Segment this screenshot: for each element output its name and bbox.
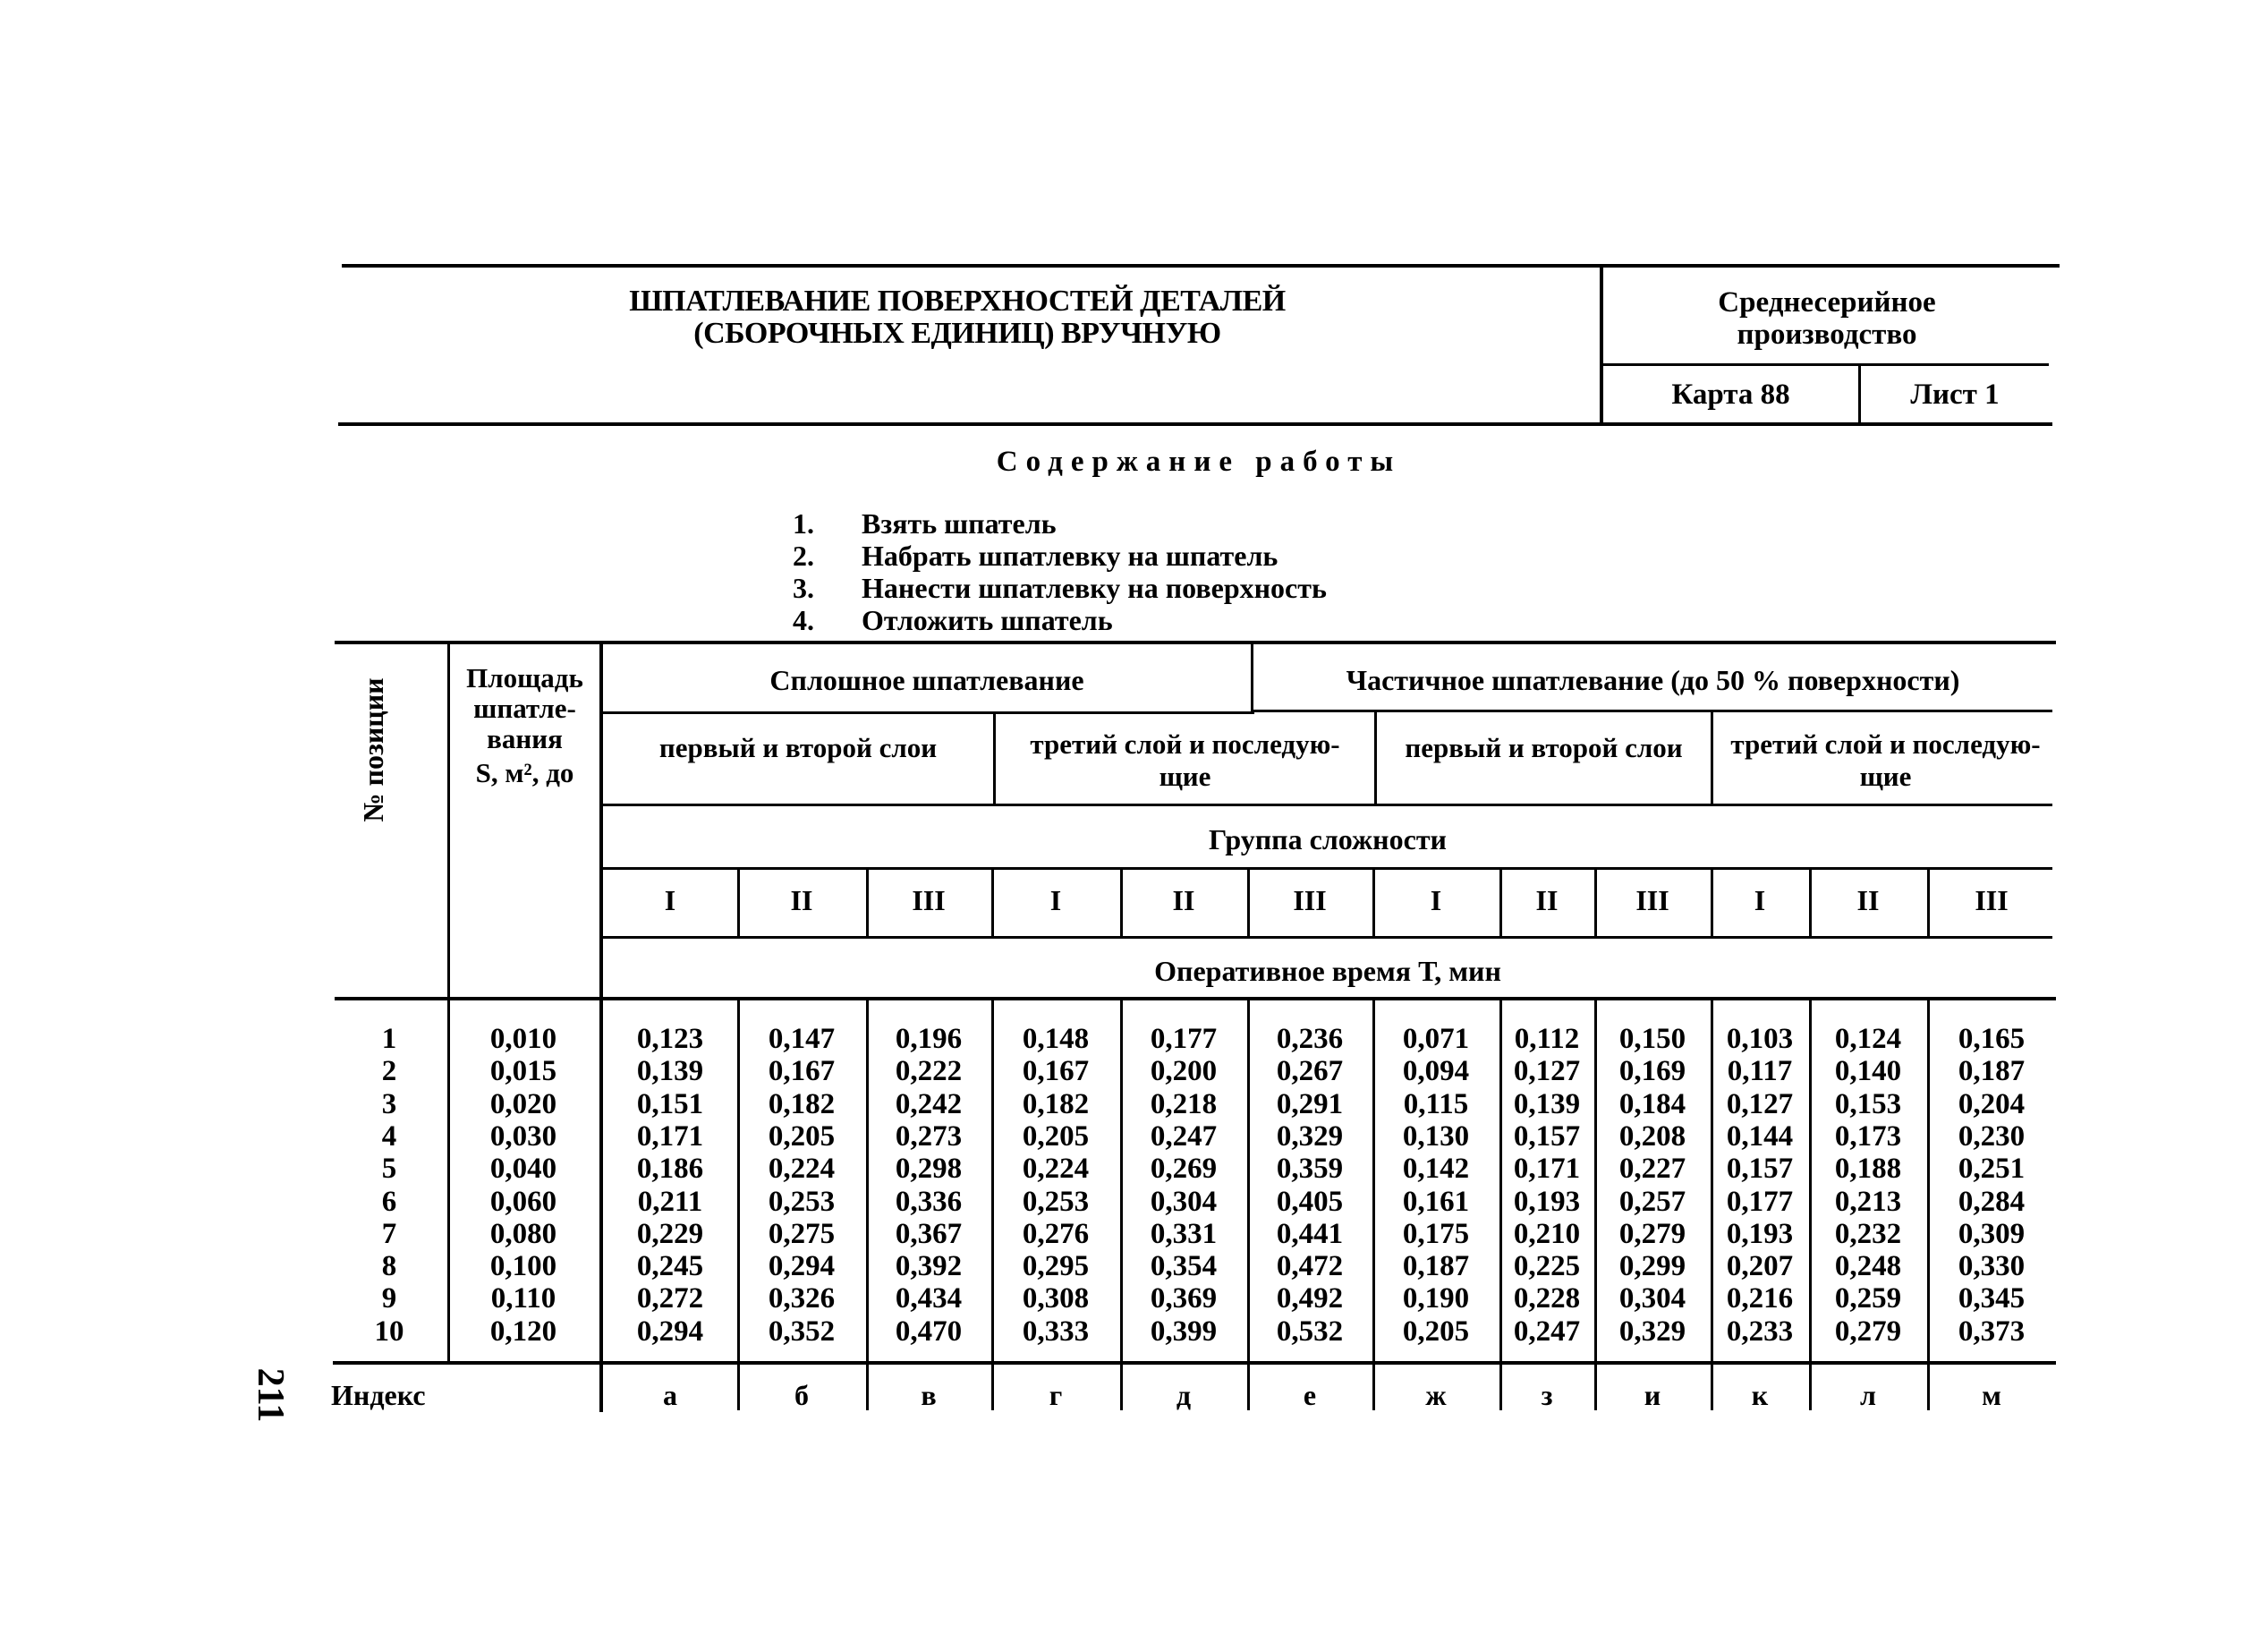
time-value-cell: 0,257 xyxy=(1618,1185,1686,1218)
time-value-cell: 0,211 xyxy=(637,1185,703,1218)
work-content-heading: Содержание работы xyxy=(996,446,1402,478)
layers-first-second-header: первый и второй слои xyxy=(658,732,938,763)
step-number: 3. xyxy=(793,572,814,604)
page-number: 211 xyxy=(250,1367,291,1423)
time-value-cell: 0,182 xyxy=(1022,1087,1090,1120)
complexity-group-cell: II xyxy=(790,884,813,916)
card-number: Карта 88 xyxy=(1671,379,1790,411)
complexity-group-header: Группа сложности xyxy=(1209,823,1447,855)
time-value-cell: 0,367 xyxy=(895,1217,963,1250)
time-value-cell: 0,304 xyxy=(1618,1282,1686,1315)
time-value-cell: 0,441 xyxy=(1276,1217,1344,1250)
time-value-cell: 0,373 xyxy=(1958,1315,2026,1348)
time-value-cell: 0,139 xyxy=(636,1055,704,1088)
time-value-cell: 0,182 xyxy=(768,1087,836,1120)
time-value-cell: 0,127 xyxy=(1726,1087,1794,1120)
time-value-cell: 0,299 xyxy=(1618,1250,1686,1283)
step-number: 4. xyxy=(793,604,814,636)
time-value-cell: 0,267 xyxy=(1276,1055,1344,1088)
position-cell: 1 xyxy=(381,1023,397,1055)
production-type-line1: Среднесерийное xyxy=(1718,286,1936,319)
sheet-number: Лист 1 xyxy=(1910,379,2000,411)
time-value-cell: 0,139 xyxy=(1513,1087,1581,1120)
doc-title-line2: (СБОРОЧНЫХ ЕДИНИЦ) ВРУЧНУЮ xyxy=(693,317,1221,350)
time-value-cell: 0,127 xyxy=(1513,1055,1581,1088)
time-value-cell: 0,150 xyxy=(1618,1023,1686,1055)
layers-third-header-line1: третий слой и последую- xyxy=(1030,728,1340,760)
time-value-cell: 0,236 xyxy=(1276,1023,1344,1055)
index-cell: в xyxy=(921,1379,937,1411)
position-cell: 2 xyxy=(381,1055,397,1088)
complexity-group-cell: I xyxy=(1430,884,1442,916)
time-value-cell: 0,184 xyxy=(1618,1087,1686,1120)
time-value-cell: 0,142 xyxy=(1402,1153,1470,1186)
layers-third-header-line2: щие xyxy=(1859,761,1912,792)
step-text: Нанести шпатлевку на поверхность xyxy=(862,572,1327,604)
position-header: № позиции xyxy=(357,677,389,822)
position-cell: 8 xyxy=(381,1250,397,1283)
time-value-cell: 0,210 xyxy=(1513,1217,1581,1250)
time-value-cell: 0,200 xyxy=(1150,1055,1218,1088)
time-value-cell: 0,253 xyxy=(768,1185,836,1218)
time-value-cell: 0,094 xyxy=(1402,1055,1470,1088)
time-value-cell: 0,165 xyxy=(1958,1023,2026,1055)
index-cell: м xyxy=(1982,1379,2001,1411)
position-cell: 9 xyxy=(381,1282,397,1315)
time-value-cell: 0,187 xyxy=(1402,1250,1470,1283)
time-value-cell: 0,304 xyxy=(1150,1185,1218,1218)
time-value-cell: 0,330 xyxy=(1958,1250,2026,1283)
time-value-cell: 0,124 xyxy=(1834,1023,1902,1055)
time-value-cell: 0,248 xyxy=(1834,1250,1902,1283)
solid-puttying-header: Сплошное шпатлевание xyxy=(769,664,1084,696)
time-value-cell: 0,492 xyxy=(1276,1282,1344,1315)
area-cell: 0,020 xyxy=(489,1087,557,1120)
index-label: Индекс xyxy=(331,1379,426,1411)
time-value-cell: 0,405 xyxy=(1276,1185,1344,1218)
time-value-cell: 0,177 xyxy=(1150,1023,1218,1055)
time-value-cell: 0,298 xyxy=(895,1153,963,1186)
time-value-cell: 0,329 xyxy=(1618,1315,1686,1348)
time-value-cell: 0,227 xyxy=(1618,1153,1686,1186)
partial-puttying-header: Частичное шпатлевание (до 50 % поверхности) xyxy=(1346,664,1960,696)
complexity-group-cell: II xyxy=(1535,884,1559,916)
header-bottom-rule xyxy=(338,422,2052,426)
index-cell: д xyxy=(1176,1379,1192,1411)
header-top-rule xyxy=(342,264,2060,268)
production-type-line2: производство xyxy=(1737,319,1917,351)
complexity-group-cell: III xyxy=(912,884,946,916)
operative-time-header: Оперативное время Т, мин xyxy=(1154,955,1501,987)
area-cell: 0,100 xyxy=(489,1250,557,1283)
time-value-cell: 0,369 xyxy=(1150,1282,1218,1315)
doc-title-line1: ШПАТЛЕВАНИЕ ПОВЕРХНОСТЕЙ ДЕТАЛЕЙ xyxy=(629,285,1286,318)
index-cell: к xyxy=(1751,1379,1769,1411)
time-value-cell: 0,103 xyxy=(1726,1023,1794,1055)
time-value-cell: 0,253 xyxy=(1022,1185,1090,1218)
time-value-cell: 0,232 xyxy=(1834,1217,1902,1250)
time-value-cell: 0,216 xyxy=(1726,1282,1794,1315)
time-value-cell: 0,144 xyxy=(1726,1119,1794,1153)
area-cell: 0,015 xyxy=(489,1055,557,1088)
index-cell: з xyxy=(1541,1379,1553,1411)
index-cell: и xyxy=(1644,1379,1661,1411)
time-value-cell: 0,071 xyxy=(1402,1023,1470,1055)
time-value-cell: 0,193 xyxy=(1726,1217,1794,1250)
time-value-cell: 0,224 xyxy=(1022,1153,1090,1186)
time-value-cell: 0,229 xyxy=(636,1217,704,1250)
time-value-cell: 0,187 xyxy=(1958,1055,2026,1088)
complexity-group-cell: II xyxy=(1172,884,1195,916)
complexity-group-cell: I xyxy=(664,884,676,916)
time-value-cell: 0,167 xyxy=(768,1055,836,1088)
time-value-cell: 0,188 xyxy=(1834,1153,1902,1186)
area-cell: 0,010 xyxy=(489,1023,557,1055)
time-value-cell: 0,123 xyxy=(636,1023,704,1055)
time-value-cell: 0,269 xyxy=(1150,1153,1218,1186)
area-cell: 0,030 xyxy=(489,1119,557,1153)
time-value-cell: 0,291 xyxy=(1276,1087,1344,1120)
time-value-cell: 0,275 xyxy=(768,1217,836,1250)
time-value-cell: 0,392 xyxy=(895,1250,963,1283)
time-value-cell: 0,273 xyxy=(895,1119,963,1153)
layers-third-header-line1: третий слой и последую- xyxy=(1730,728,2041,760)
layers-third-header-line2: щие xyxy=(1159,761,1211,792)
time-value-cell: 0,233 xyxy=(1726,1315,1794,1348)
time-value-cell: 0,242 xyxy=(895,1087,963,1120)
time-value-cell: 0,279 xyxy=(1618,1217,1686,1250)
time-value-cell: 0,276 xyxy=(1022,1217,1090,1250)
time-value-cell: 0,218 xyxy=(1150,1087,1218,1120)
complexity-group-cell: III xyxy=(1635,884,1669,916)
time-value-cell: 0,130 xyxy=(1402,1119,1470,1153)
time-value-cell: 0,272 xyxy=(636,1282,704,1315)
step-text: Взять шпатель xyxy=(862,507,1057,540)
time-value-cell: 0,207 xyxy=(1726,1250,1794,1283)
time-value-cell: 0,309 xyxy=(1958,1217,2026,1250)
position-cell: 6 xyxy=(381,1185,397,1218)
time-value-cell: 0,472 xyxy=(1276,1250,1344,1283)
time-value-cell: 0,247 xyxy=(1513,1315,1581,1348)
production-rule xyxy=(1601,363,2049,366)
time-value-cell: 0,532 xyxy=(1276,1315,1344,1348)
complexity-group-cell: III xyxy=(1975,884,2009,916)
step-text: Отложить шпатель xyxy=(862,604,1113,636)
time-value-cell: 0,354 xyxy=(1150,1250,1218,1283)
time-value-cell: 0,329 xyxy=(1276,1119,1344,1153)
time-value-cell: 0,171 xyxy=(636,1119,704,1153)
time-value-cell: 0,167 xyxy=(1022,1055,1090,1088)
layers-first-second-header: первый и второй слои xyxy=(1405,732,1683,763)
position-cell: 5 xyxy=(381,1153,397,1186)
complexity-group-cell: I xyxy=(1754,884,1766,916)
index-cell: а xyxy=(663,1379,677,1411)
position-cell: 4 xyxy=(381,1119,397,1153)
time-value-cell: 0,147 xyxy=(768,1023,836,1055)
time-value-cell: 0,399 xyxy=(1150,1315,1218,1348)
time-value-cell: 0,259 xyxy=(1834,1282,1902,1315)
time-value-cell: 0,284 xyxy=(1958,1185,2026,1218)
time-value-cell: 0,224 xyxy=(768,1153,836,1186)
time-value-cell: 0,112 xyxy=(1514,1023,1580,1055)
time-value-cell: 0,171 xyxy=(1513,1153,1581,1186)
time-value-cell: 0,331 xyxy=(1150,1217,1218,1250)
area-cell: 0,080 xyxy=(489,1217,557,1250)
complexity-group-cell: I xyxy=(1049,884,1062,916)
area-cell: 0,120 xyxy=(489,1315,557,1348)
area-cell: 0,060 xyxy=(489,1185,557,1218)
time-value-cell: 0,213 xyxy=(1834,1185,1902,1218)
time-value-cell: 0,175 xyxy=(1402,1217,1470,1250)
time-value-cell: 0,247 xyxy=(1150,1119,1218,1153)
time-value-cell: 0,153 xyxy=(1834,1087,1902,1120)
time-value-cell: 0,359 xyxy=(1276,1153,1344,1186)
position-cell: 7 xyxy=(381,1217,397,1250)
step-text: Набрать шпатлевку на шпатель xyxy=(862,540,1278,572)
index-cell: е xyxy=(1303,1379,1317,1411)
time-value-cell: 0,230 xyxy=(1958,1119,2026,1153)
index-cell: г xyxy=(1049,1379,1063,1411)
time-value-cell: 0,140 xyxy=(1834,1055,1902,1088)
time-value-cell: 0,245 xyxy=(636,1250,704,1283)
time-value-cell: 0,434 xyxy=(895,1282,963,1315)
area-cell: 0,110 xyxy=(490,1282,556,1315)
time-value-cell: 0,352 xyxy=(768,1315,836,1348)
index-cell: л xyxy=(1860,1379,1876,1411)
time-value-cell: 0,333 xyxy=(1022,1315,1090,1348)
time-value-cell: 0,148 xyxy=(1022,1023,1090,1055)
position-cell: 3 xyxy=(381,1087,397,1120)
time-value-cell: 0,294 xyxy=(636,1315,704,1348)
time-value-cell: 0,251 xyxy=(1958,1153,2026,1186)
time-value-cell: 0,190 xyxy=(1402,1282,1470,1315)
complexity-group-cell: III xyxy=(1293,884,1327,916)
time-value-cell: 0,228 xyxy=(1513,1282,1581,1315)
time-value-cell: 0,295 xyxy=(1022,1250,1090,1283)
time-value-cell: 0,157 xyxy=(1513,1119,1581,1153)
time-value-cell: 0,196 xyxy=(895,1023,963,1055)
time-value-cell: 0,326 xyxy=(768,1282,836,1315)
time-value-cell: 0,193 xyxy=(1513,1185,1581,1218)
time-value-cell: 0,161 xyxy=(1402,1185,1470,1218)
time-value-cell: 0,470 xyxy=(895,1315,963,1348)
time-value-cell: 0,157 xyxy=(1726,1153,1794,1186)
time-value-cell: 0,336 xyxy=(895,1185,963,1218)
complexity-group-cell: II xyxy=(1856,884,1880,916)
time-value-cell: 0,222 xyxy=(895,1055,963,1088)
index-cell: б xyxy=(794,1379,809,1411)
step-number: 2. xyxy=(793,540,814,572)
time-value-cell: 0,205 xyxy=(1402,1315,1470,1348)
time-value-cell: 0,117 xyxy=(1727,1055,1793,1088)
time-value-cell: 0,177 xyxy=(1726,1185,1794,1218)
time-value-cell: 0,204 xyxy=(1958,1087,2026,1120)
time-value-cell: 0,115 xyxy=(1403,1087,1469,1120)
time-value-cell: 0,173 xyxy=(1834,1119,1902,1153)
time-value-cell: 0,186 xyxy=(636,1153,704,1186)
time-value-cell: 0,169 xyxy=(1618,1055,1686,1088)
time-value-cell: 0,308 xyxy=(1022,1282,1090,1315)
time-value-cell: 0,225 xyxy=(1513,1250,1581,1283)
position-cell: 10 xyxy=(374,1315,404,1348)
time-value-cell: 0,279 xyxy=(1834,1315,1902,1348)
time-value-cell: 0,294 xyxy=(768,1250,836,1283)
time-value-cell: 0,151 xyxy=(636,1087,704,1120)
index-cell: ж xyxy=(1425,1379,1447,1411)
time-value-cell: 0,208 xyxy=(1618,1119,1686,1153)
time-value-cell: 0,205 xyxy=(1022,1119,1090,1153)
area-cell: 0,040 xyxy=(489,1153,557,1186)
time-value-cell: 0,345 xyxy=(1958,1282,2026,1315)
time-value-cell: 0,205 xyxy=(768,1119,836,1153)
step-number: 1. xyxy=(793,507,814,540)
